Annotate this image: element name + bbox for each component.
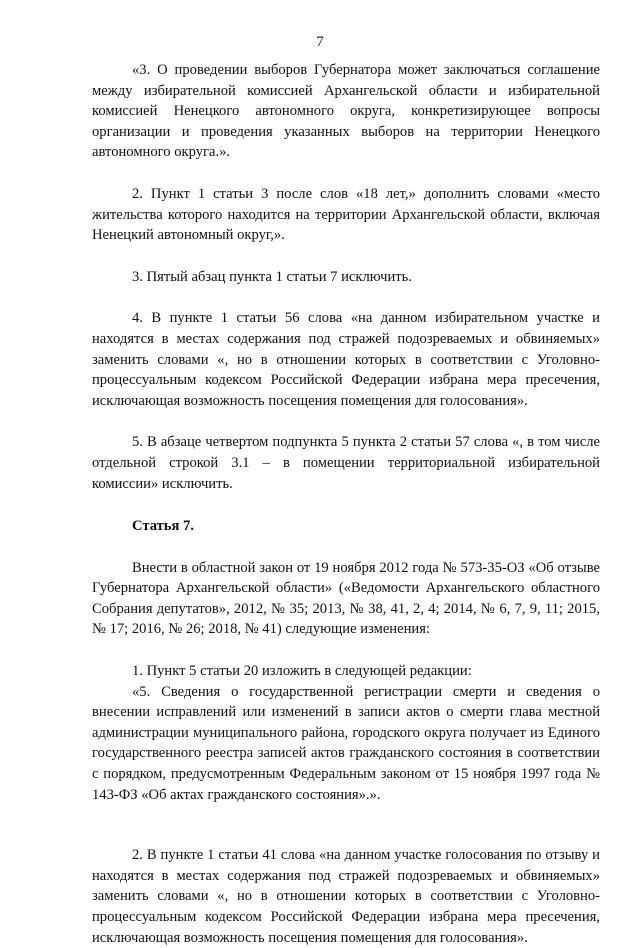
- paragraph-6: Внести в областной закон от 19 ноября 2012 года № 573-35-ОЗ «Об отзыве Губернатора Архангельской области» («Ведомости Архангельского областного Собрания депутатов», 2012, № 35; 2013, № 38, 41, 2, 4; 2014, № 6, 7, 9, 11; 2015, № 17; 2016, № 26; 2018, № 41) следующие изменения:: [92, 559, 600, 638]
- page-number: 7: [316, 34, 324, 50]
- paragraph-1: «3. О проведении выборов Губернатора может заключаться соглашение между избирательной комиссией Архангельской области и избирательной комиссией Ненецкого автономного округа, конкретизирующее вопросы организации и проведения указанных выборов на территории Ненецкого автономного округа.».: [92, 62, 600, 161]
- paragraph-8: «5. Сведения о государственной регистрации смерти и сведения о внесении исправлений или изменений в записи актов о смерти глава местной администрации муниципального района, городского округа получает из Единого государственного реестра записей актов гражданского состояния в соответствии с порядком, предусмотренным Федеральным законом от 15 ноября 1997 года № 143-ФЗ «Об актах гражданского состояния».».: [92, 683, 600, 803]
- article-heading: Статья 7.: [132, 518, 194, 535]
- paragraph-5: 5. В абзаце четвертом подпункта 5 пункта 2 статьи 57 слова «, в том числе отдельной строкой 3.1 – в помещении территориальной избирательной комиссии» исключить.: [92, 434, 600, 492]
- paragraph-4: 4. В пункте 1 статьи 56 слова «на данном избирательном участке и находятся в местах содержания под стражей подозреваемых и обвиняемых» заменить словами «, но в отношении которых в соответствии с Уголовно-процессуальным кодексом Российской Федерации избрана мера пресечения, исключающая возможность посещения помещения для голосования».: [92, 310, 600, 409]
- paragraph-7: 1. Пункт 5 статьи 20 изложить в следующей редакции:: [132, 663, 472, 680]
- document-body: [92, 60, 600, 948]
- paragraph-2: 2. Пункт 1 статьи 3 после слов «18 лет,» дополнить словами «место жительства которого находится на территории Архангельской области, включая Ненецкий автономный округ,».: [92, 185, 600, 244]
- paragraph-3: 3. Пятый абзац пункта 1 статьи 7 исключить.: [132, 268, 412, 285]
- paragraph-9: 2. В пункте 1 статьи 41 слова «на данном участке голосования по отзыву и находятся в местах содержания под стражей подозреваемых и обвиняемых» заменить словами «, но в отношении которых в соответствии с Уголовно-процессуальным кодексом Российской Федерации избрана мера пресечения, исключающая возможность посещения помещения для голосования».: [92, 847, 600, 946]
